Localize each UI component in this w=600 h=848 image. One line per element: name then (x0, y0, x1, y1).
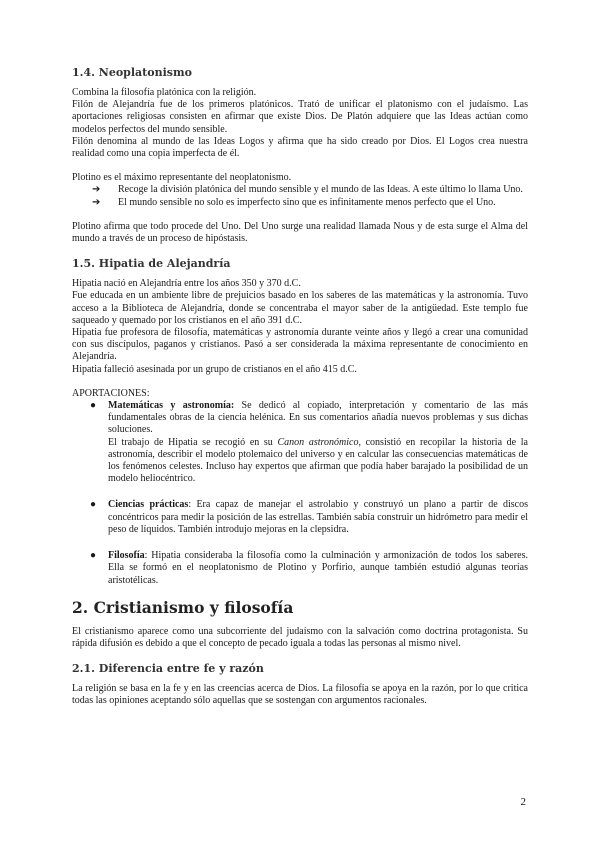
paragraph: Hipatia fue profesora de filosofía, matemáticas y astronomía durante veinte años y llegó a crear una comunidad con sus discípulos, paganos y cristianos. Pasó a ser considerada la máxima representante de conocimiento en Alejandría. (72, 327, 528, 363)
list-item: ● Matemáticas y astronomía: Se dedicó al copiado, interpretación y comentario de las más fundamentales obras de la ciencia helénica. En sus comentarios añadía nuevos problemas y sus dichas soluciones. El trabajo de Hipatia se recogió en su Canon astronómico, consistió en recopilar la historia de la astronomía, describir el modelo ptolemaico del universo y en calcular las consecuencias matemáticas de los fenómenos celestes. Incluso hay expertos que afirman que podía haber barajado la posibilidad de un modelo heliocéntrico. (90, 400, 528, 485)
section-title-fe-razon: 2.1. Diferencia entre fe y razón (72, 662, 264, 676)
paragraph: Filón de Alejandría fue de los primeros platónicos. Trató de unificar el platonismo con el judaísmo. Las aportaciones religiosas consisten en afirmar que existe Dios. De Platón adquiere que las Ideas actúan como modelos perfectos del mundo sensible. (72, 99, 528, 135)
paragraph: La religión se basa en la fe y en las creencias acerca de Dios. La filosofía se apoya en la razón, por lo que critica todas las opiniones aceptando sólo aquellas que se sostengan con argumentos racionales. (72, 683, 528, 707)
section-title-hipatia: 1.5. Hipatia de Alejandría (72, 257, 231, 271)
paragraph: Fue educada en un ambiente libre de prejuicios basado en los saberes de las matemáticas y la astronomía. Tuvo acceso a la Biblioteca de Alejandría, donde se concentraba el mayor saber de la antigüedad. Este templo fue saqueado y quemado por los cristianos en el año 391 d.C. (72, 290, 528, 326)
section-title-neoplatonismo: 1.4. Neoplatonismo (72, 66, 192, 79)
aportaciones-label: APORTACIONES: (72, 387, 150, 399)
book-title: Canon astronómico (277, 436, 359, 448)
arrow-list (72, 184, 528, 208)
list-item: ● Ciencias prácticas: Era capaz de manejar el astrolabio y construyó un plano a partir de discos concéntricos para medir la posición de las estrellas. También sabía construir un hidrómetro para medir el peso de líquidos. También introdujo mejoras en la clepsidra. (90, 499, 528, 535)
page-number: 2 (520, 796, 526, 808)
paragraph: Hipatia nació en Alejandría entre los años 350 y 370 d.C. (72, 278, 301, 290)
arrow-icon: ➔ (92, 184, 101, 196)
list-item: ➔ El mundo sensible no solo es imperfecto sino que es infinitamente menos perfecto que el Uno. (92, 196, 496, 208)
paragraph: Combina la filosofía platónica con la religión. (72, 87, 257, 98)
bullet-icon: ● (90, 400, 97, 412)
bullet-icon: ● (90, 550, 97, 562)
bullet-list (72, 400, 528, 587)
list-item: ➔ Recoge la división platónica del mundo sensible y el mundo de las Ideas. A este último lo llama Uno. (92, 184, 523, 196)
document-page (72, 66, 528, 708)
paragraph: Filón denomina al mundo de las Ideas Logos y afirma que ha sido creado por Dios. El Logos crea nuestra realidad como una copia imperfecta de él. (72, 135, 528, 160)
paragraph: Hipatia falleció asesinada por un grupo de cristianos en el año 415 d.C. (72, 363, 357, 375)
chapter-title-cristianismo: 2. Cristianismo y filosofía (72, 597, 294, 617)
paragraph: El cristianismo aparece como una subcorriente del judaísmo con la salvación como doctrina protagonista. Su rápida difusión es debido a que el concepto de pecado iguala a todas las personas al mismo nivel. (72, 625, 528, 649)
paragraph: Plotino afirma que todo procede del Uno. Del Uno surge una realidad llamada Nous y de esta surge el Alma del mundo a través de un proceso de hipóstasis. (72, 220, 528, 245)
list-item: ● Filosofía: Hipatia consideraba la filosofía como la culminación y armonización de todos los saberes. Ella se formó en el neoplatonismo de Plotino y Porfirio, aunque también estudió algunas teorías aristotélicas. (90, 550, 528, 586)
paragraph: Plotino es el máximo representante del neoplatonismo. (72, 172, 292, 184)
bullet-icon: ● (90, 499, 97, 511)
arrow-icon: ➔ (92, 196, 101, 208)
